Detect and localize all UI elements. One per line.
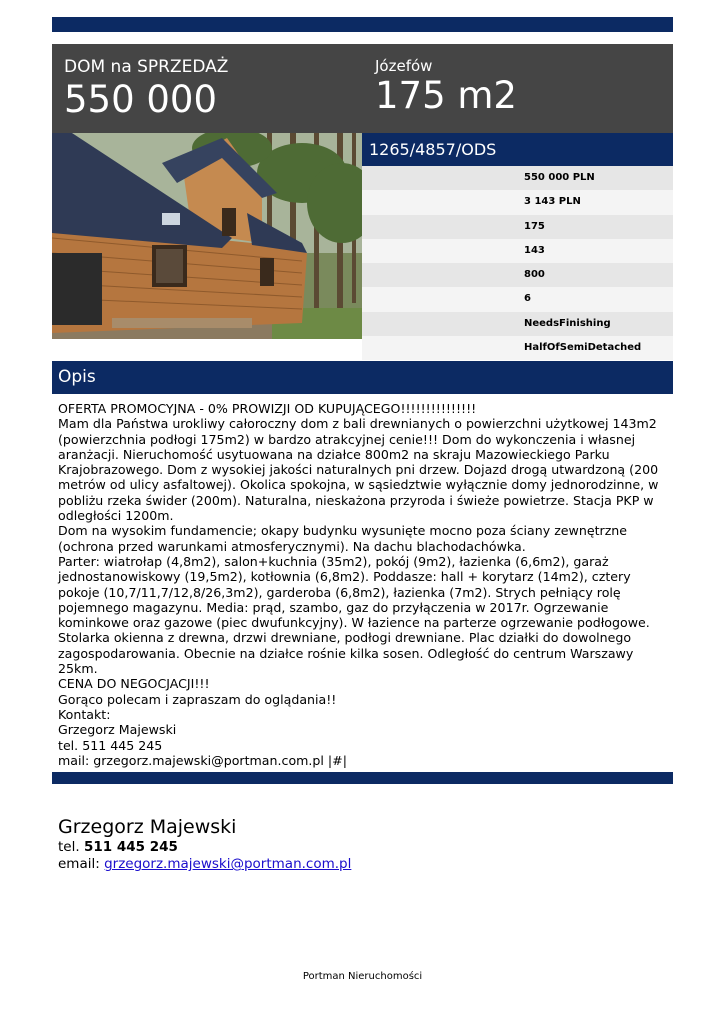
top-accent-bar [52,17,673,32]
agent-email-label: email: [58,856,100,872]
footer-company: Portman Nieruchomości [302,971,423,982]
property-photo [52,133,362,339]
agent-name: Grzegorz Majewski [58,816,237,838]
detail-price-per-m2: 3 143 PLN [362,190,673,214]
property-price: 550 000 [64,78,218,121]
detail-building-type: HalfOfSemiDetached [362,336,673,360]
description-paragraph: Mam dla Państwa urokliwy całoroczny dom z bali drewnianych o powierzchni użytkowej 143m2 (powierzchnia podłogi 175m2) w bardzo atrakcyjnej cenie!!! Dom do wykonczenia i własnej aranżacji. Nieruchomość usytuowana na działce 800m2 na skraju Mazowieckiego Parku Krajobrazowego. Dom z wysokiej jakości naturalnych pni drzew. Dojazd drogą utwardzoną (200 metrów od ulicy asfaltowej). Okolica spokojna, w sąsiedztwie wyłącznie domy jednorodzinne, w pobliżu rzeka świder (200m). Naturalna, nieskażona przyroda i świeże powietrze. Stacja PKP w odległości 1200m. [58,416,659,524]
description-paragraph: Kontakt: [58,706,111,722]
description-paragraph: mail: grzegorz.majewski@portman.com.pl |#| [58,752,347,768]
detail-rooms: 6 [362,287,673,311]
detail-usable-area: 143 [362,239,673,263]
description-paragraph: Gorąco polecam i zapraszam do oglądania!! [58,691,337,707]
description-heading: Opis [52,361,673,394]
description-paragraph: Dom na wysokim fundamencie; okapy budynku wysunięte mocno poza ściany zewnętrzne (ochrona przed warunkami atmosferycznymi). Na dachu blachodachówka. [58,523,628,554]
property-type: DOM na SPRZEDAŻ [64,57,229,77]
listing-header [52,44,673,133]
agent-email-link[interactable]: grzegorz.majewski@portman.com.pl [104,856,352,872]
agent-phone-label: tel. [58,839,80,855]
agent-phone-line [58,839,351,856]
description-paragraph: Grzegorz Majewski [58,722,177,738]
section-divider-bar [52,772,673,784]
agent-email-line [58,856,351,873]
description-paragraph: tel. 511 445 245 [58,737,163,753]
agent-contact [58,815,351,873]
description-paragraph: OFERTA PROMOCYJNA - 0% PROWIZJI OD KUPUJĄCEGO!!!!!!!!!!!!!!! [58,401,477,416]
description-body [58,401,670,768]
property-location: Józefów [375,57,433,75]
agent-phone: 511 445 245 [83,839,178,855]
detail-condition: NeedsFinishing [362,312,673,336]
description-paragraph: CENA DO NEGOCJACJI!!! [58,676,210,692]
details-table [362,166,673,360]
property-area: 175 m2 [375,74,517,117]
listing-reference: 1265/4857/ODS [362,133,673,166]
detail-price: 550 000 PLN [362,166,673,190]
description-paragraph: Parter: wiatrołap (4,8m2), salon+kuchnia (35m2), pokój (9m2), łazienka (6,6m2), garaż jednostanowiskowy (19,5m2), kotłownia (6,8m2). Poddasze: hall + korytarz (14m2), cztery pokoje (10,7/11,7/12,8/26,3m2), garderoba (6,8m2), łazienka (7m2). Strych pełniący rolę pojemnego magazynu. Media: prąd, szambo, gaz do przyłączenia w 2017r. Ogrzewanie kominkowe oraz gazowe (piec dwufunkcyjny). W łazience na parterze ogrzewanie podłogowe. Stolarka okienna z drewna, drzwi drewniane, podłogi drewniane. Plac działki do dowolnego zagospodarowania. Obecnie na działce rośnie kilka sosen. Odległość do centrum Warszawy 25km. [58,553,650,677]
detail-floor-area: 175 [362,215,673,239]
detail-plot-area: 800 [362,263,673,287]
